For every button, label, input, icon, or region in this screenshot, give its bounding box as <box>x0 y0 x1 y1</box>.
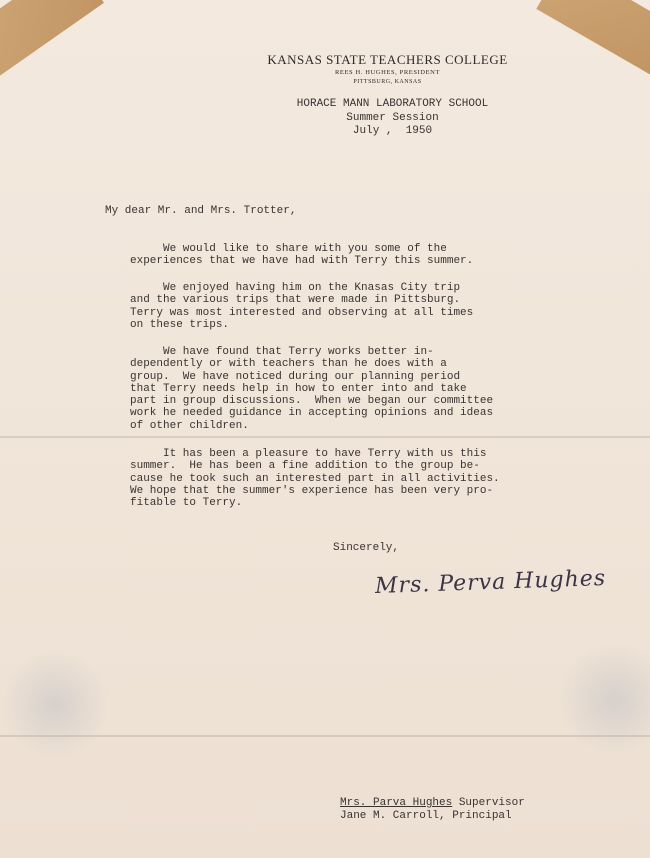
principal-line: Jane M. Carroll, Principal <box>340 810 512 822</box>
tape-mark-left <box>0 0 104 77</box>
school-name: HORACE MANN LABORATORY SCHOOL <box>296 98 489 110</box>
session-name: Summer Session <box>346 112 439 124</box>
handwritten-signature: Mrs. Perva Hughes <box>374 565 607 600</box>
supervisor-title: Supervisor <box>452 797 525 809</box>
supervisor-line <box>340 797 525 809</box>
fold-line <box>0 436 650 438</box>
letter-date: July , 1950 <box>352 125 433 137</box>
paragraph-1: We would like to share with you some of the experiences that we have had with Terry this summer. <box>130 243 474 268</box>
college-president: REES H. HUGHES, PRESIDENT <box>334 69 441 76</box>
salutation: My dear Mr. and Mrs. Trotter, <box>105 205 297 217</box>
supervisor-name: Mrs. Parva Hughes <box>340 797 453 809</box>
paragraph-4: It has been a pleasure to have Terry with us this summer. He has been a fine addition to the group be- cause he took such an interested part in all activities. We hope that the summer's experience has been very pro- fitable to Terry. <box>130 448 500 510</box>
closing: Sincerely, <box>333 542 400 554</box>
college-city: PITTSBURG, KANSAS <box>353 79 422 85</box>
college-name: KANSAS STATE TEACHERS COLLEGE <box>267 52 508 67</box>
paragraph-3: We have found that Terry works better in- dependently or with teachers than he does with a group. We have noticed during our planning period that Terry needs help in how to enter into and take part in group discussions. When we began our committee work he needed guidance in accepting opinions and ideas of other children. <box>130 346 494 432</box>
paragraph-2: We enjoyed having him on the Knasas City trip and the various trips that were made in Pittsburg. Terry was most interested and observing at all times on these trips. <box>130 282 474 331</box>
stain <box>560 640 650 760</box>
stain <box>0 650 110 760</box>
